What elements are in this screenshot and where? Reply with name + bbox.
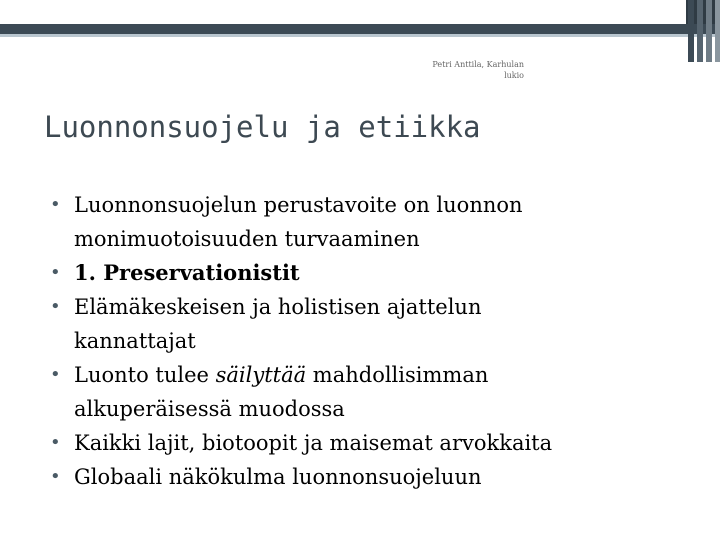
bullet-item (50, 358, 690, 426)
bullet-icon: • (50, 262, 61, 283)
top-accent-line (0, 34, 720, 37)
bullet-text: alkuperäisessä muodossa (74, 397, 345, 421)
bullet-icon: • (50, 364, 61, 385)
bullet-icon: • (50, 296, 61, 317)
bullet-emphasis: säilyttää (215, 363, 307, 387)
bullet-item (50, 188, 690, 256)
bullet-text: Kaikki lajit, biotoopit ja maisemat arvokkaita (74, 431, 553, 455)
slide-title: Luonnonsuojelu ja etiikka (44, 110, 481, 144)
corner-stripe (706, 0, 712, 62)
bullet-text: Globaali näkökulma luonnonsuojeluun (74, 465, 482, 489)
bullet-text: mahdollisimman (306, 363, 489, 387)
bullet-item (50, 460, 690, 494)
corner-stripe (697, 0, 703, 62)
bullet-icon: • (50, 466, 61, 487)
corner-stripe (688, 0, 694, 62)
author-line: Petri Anttila, Karhulan (432, 60, 524, 69)
bullet-item (50, 426, 690, 460)
bullet-list (50, 188, 690, 494)
bullet-icon: • (50, 194, 61, 215)
author-note (364, 59, 524, 81)
bullet-item (50, 256, 690, 290)
corner-stripe (715, 0, 720, 62)
bullet-item (50, 290, 690, 358)
top-accent-band (0, 24, 720, 34)
bullet-text: kannattajat (74, 329, 196, 353)
top-band (0, 0, 720, 24)
bullet-text: monimuotoisuuden turvaaminen (74, 227, 420, 251)
bullet-icon: • (50, 432, 61, 453)
bullet-text: Luonnonsuojelun perustavoite on luonnon (74, 193, 523, 217)
bullet-text: Elämäkeskeisen ja holistisen ajattelun (74, 295, 482, 319)
bullet-text: Luonto tulee (74, 363, 216, 387)
author-line: lukio (504, 71, 524, 80)
bullet-text: 1. Preservationistit (74, 260, 300, 285)
